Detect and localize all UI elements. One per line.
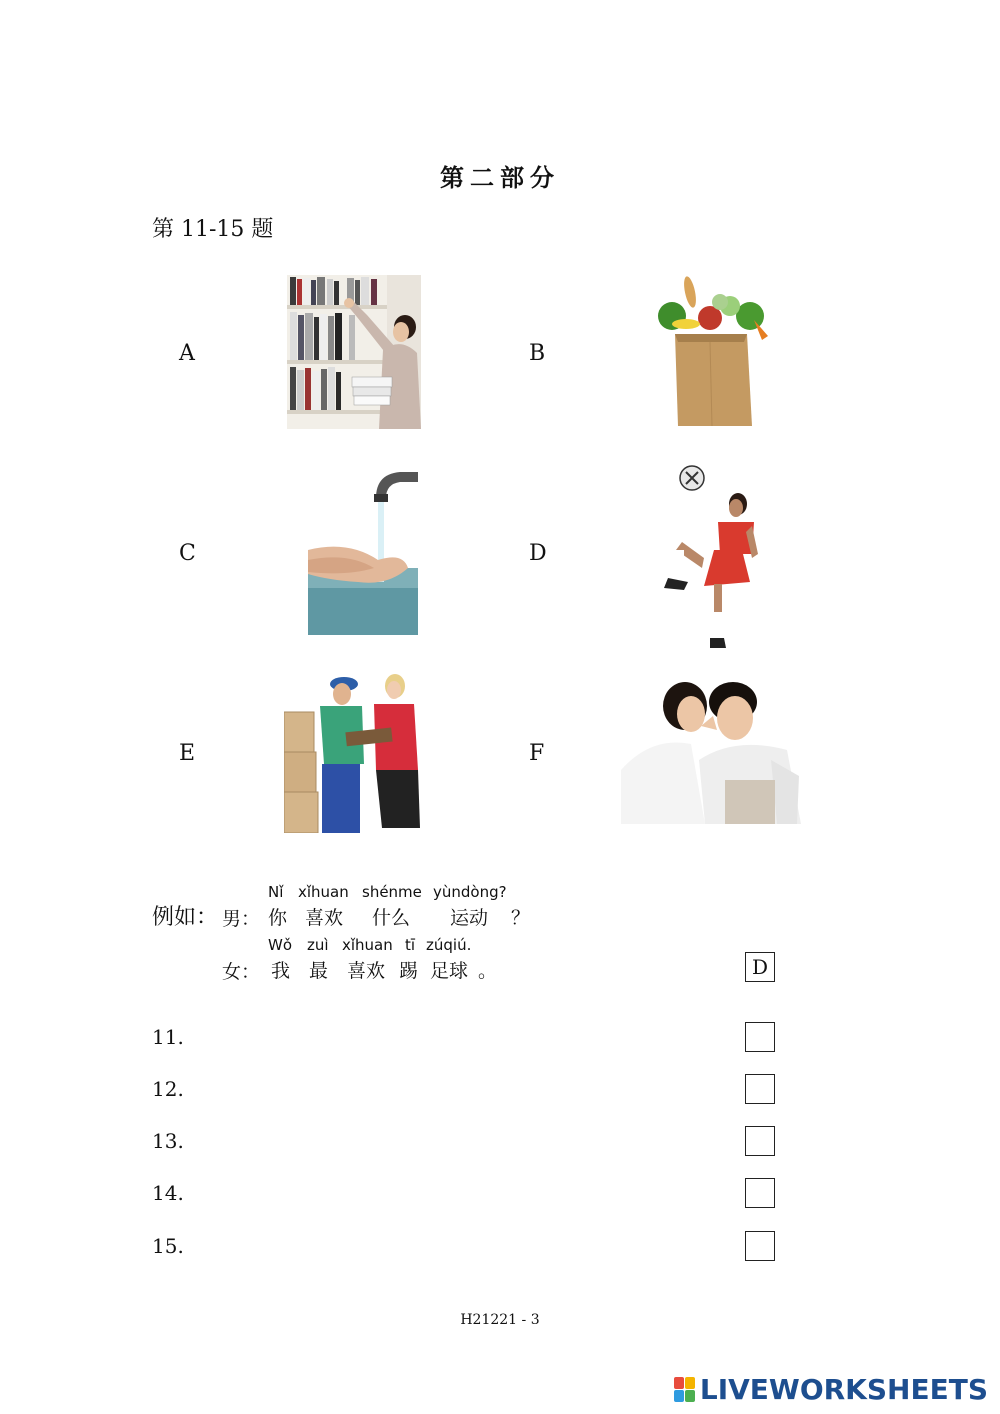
question-number-12: 12. — [152, 1077, 184, 1101]
question-number-14: 14. — [152, 1181, 184, 1205]
hanzi-word: 最 — [309, 960, 329, 982]
water-tap-hands-photo — [308, 468, 418, 635]
hanzi-word: 足球 — [430, 960, 469, 982]
speaker-female-label: 女： — [222, 961, 261, 983]
hanzi-word: 喜欢 — [347, 960, 386, 982]
answer-box-11[interactable] — [745, 1022, 775, 1052]
whisper-couple-photo — [621, 680, 801, 824]
section-title: 第二部分 — [440, 163, 560, 192]
pinyin-word: shénme — [362, 883, 422, 901]
pinyin-word: tī — [405, 936, 416, 954]
answer-box-15[interactable] — [745, 1231, 775, 1261]
pinyin-word: zuì — [307, 936, 329, 954]
option-letter-a: A — [179, 341, 195, 366]
liveworksheets-logo[interactable] — [674, 1373, 988, 1406]
option-letter-d: D — [529, 541, 547, 566]
example-label: 例如： — [152, 905, 219, 930]
example-answer-box: D — [745, 952, 775, 982]
answer-box-14[interactable] — [745, 1178, 775, 1208]
hanzi-word: 你 — [268, 907, 288, 929]
question-range: 第 11-15 题 — [152, 217, 274, 242]
pinyin-word: yùndòng? — [433, 883, 507, 901]
option-letter-c: C — [179, 541, 196, 566]
pinyin-word: xǐhuan — [298, 883, 349, 901]
answer-box-13[interactable] — [745, 1126, 775, 1156]
woman-bookshelf-photo — [287, 275, 421, 429]
hanzi-word: 。 — [478, 960, 498, 982]
question-number-15: 15. — [152, 1234, 184, 1258]
pinyin-word: zúqiú. — [426, 936, 472, 954]
option-letter-f: F — [529, 741, 545, 766]
option-letter-e: E — [179, 741, 196, 766]
hanzi-word: 我 — [271, 960, 291, 982]
hanzi-word: 什么 — [372, 907, 411, 929]
speaker-male-label: 男： — [222, 908, 261, 930]
delivery-man-woman-photo — [284, 672, 426, 833]
girl-football-photo — [658, 462, 762, 652]
answer-box-12[interactable] — [745, 1074, 775, 1104]
pinyin-word: Wǒ — [268, 936, 293, 954]
brand-name: LIVEWORKSHEETS — [699, 1373, 988, 1406]
pinyin-word: xǐhuan — [342, 936, 393, 954]
brand-icon — [674, 1377, 696, 1403]
page-footer: H21221 - 3 — [460, 1312, 540, 1328]
pinyin-word: Nǐ — [268, 883, 284, 901]
hanzi-word: 运动 — [450, 907, 489, 929]
hanzi-word: 踢 — [399, 960, 419, 982]
hanzi-word: 喜欢 — [305, 907, 344, 929]
question-number-13: 13. — [152, 1129, 184, 1153]
hanzi-word: ？ — [511, 907, 531, 929]
grocery-bag-photo — [650, 276, 770, 428]
option-letter-b: B — [529, 341, 546, 366]
question-number-11: 11. — [152, 1025, 184, 1049]
